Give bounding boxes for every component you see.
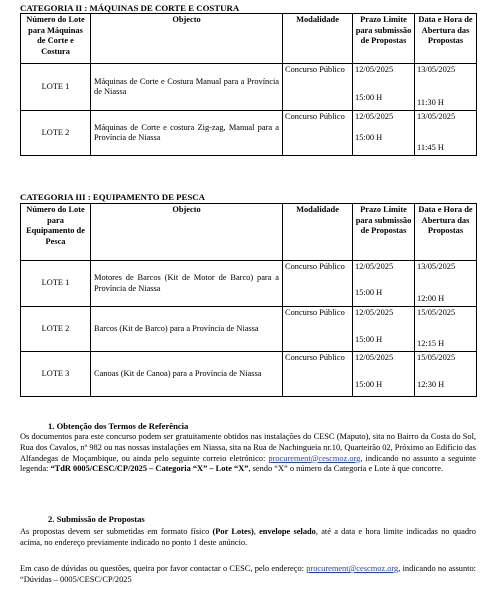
prazo-cell [353,261,415,307]
lote-cell: LOTE 3 [21,352,91,397]
abertura-date: 13/05/2025 [417,112,456,121]
abertura-cell [415,111,477,156]
lote-cell: LOTE 2 [21,111,91,156]
header-abertura: Data e Hora de Abertura das Propostas [415,14,477,64]
section-1-text-2: , indicando no assunto a seguinte legenda: [20,453,476,474]
prazo-date: 12/05/2025 [355,262,394,271]
section-2-paragraph [20,527,476,549]
prazo-time: 15:00 H [355,287,383,297]
prazo-date: 12/05/2025 [355,308,394,317]
section-2-text-3: , até a data e hora limite indicadas no quadro acima, no endereço previamente indicado no ponto 1 deste anúncio. [20,527,476,547]
modalidade-cell: Concurso Público [283,307,353,352]
prazo-time: 15:00 H [355,334,383,344]
header-lote: Número do Lote para Equipamento de Pesca [21,204,91,261]
category-2-table [20,13,477,156]
header-modalidade: Modalidade [283,14,353,64]
objecto-cell: Máquinas de Corte e costura Zig-zag, Manual para a Província de Niassa [91,111,283,156]
table-row [21,352,477,397]
section-1-text-3: , sendo “X” o número da Categoria e Lote à que concorre. [248,464,444,474]
category-2-title: CATEGORIA II : MÁQUINAS DE CORTE E COSTURA [20,3,240,13]
objecto-cell: Máquinas de Corte e Costura Manual para a Província de Niassa [91,64,283,111]
modalidade-cell: Concurso Público [283,261,353,307]
section-2-title: 2. Submissão de Propostas [48,514,145,524]
abertura-date: 15/05/2025 [417,308,456,317]
table-row [21,111,477,156]
header-lote: Número do Lote para Máquinas de Corte e Costura [21,14,91,64]
section-1-title: 1. Obtenção dos Termos de Referência [48,421,189,431]
table-row [21,261,477,307]
header-abertura: Data e Hora de Abertura das Propostas [415,204,477,261]
subject-legend: “TdR 0005/CESC/CP/2025 – Categoria “X” – Lote “X” [50,464,249,474]
objecto-cell: Barcos (Kit de Barco) para a Província de Niassa [91,307,283,352]
prazo-cell [353,111,415,156]
section-2-text-2: , [253,527,260,536]
prazo-cell [353,352,415,397]
table-row [21,64,477,111]
prazo-time: 15:00 H [355,132,383,142]
abertura-cell [415,64,477,111]
prazo-date: 12/05/2025 [355,353,394,362]
section-2-bold-lotes: (Por Lotes) [212,527,254,536]
doubts-paragraph [20,564,476,586]
table-header-row [21,204,477,261]
modalidade-cell: Concurso Público [283,64,353,111]
prazo-date: 12/05/2025 [355,112,394,121]
header-objecto: Objecto [91,204,283,261]
abertura-time: 12:00 H [417,293,445,303]
prazo-time: 15:00 H [355,379,383,389]
abertura-cell [415,307,477,352]
category-3-table [20,203,477,397]
doubts-text: Em caso de dúvidas ou questões, queira por favor contactar o CESC, pelo endereço: [20,564,307,573]
section-2-bold-envelope: envelope selado [259,527,316,536]
header-modalidade: Modalidade [283,204,353,261]
modalidade-cell: Concurso Público [283,111,353,156]
abertura-cell [415,352,477,397]
abertura-time: 12:30 H [417,379,445,389]
header-prazo: Prazo Limite para submissão de Propostas [353,204,415,261]
header-objecto: Objecto [91,14,283,64]
prazo-cell [353,307,415,352]
section-1-text: Os documentos para este concurso podem ser gratuitamente obtidos nas instalações do CESC (Maputo), sita no Bairro da Costa do Sol, Rua dos Cavalos, nº 982 ou nas nossas instalações em Niassa, sita na Rua de Nachingueia nr.10, Quarteirão 02, Próximo ao Edifício das Alfandegas de Moçambique, ou ainda pelo seguinte correio eletrónico: [20,432,476,463]
lote-cell: LOTE 1 [21,64,91,111]
section-1-paragraph [20,432,476,475]
table-header-row [21,14,477,64]
section-2-text: As propostas devem ser submetidas em formato físico [20,527,213,536]
objecto-cell: Motores de Barcos (Kit de Motor de Barco) para a Província de Niassa [91,261,283,307]
abertura-date: 13/05/2025 [417,65,456,74]
prazo-date: 12/05/2025 [355,65,394,74]
lote-cell: LOTE 2 [21,307,91,352]
modalidade-cell: Concurso Público [283,352,353,397]
abertura-cell [415,261,477,307]
abertura-time: 12:15 H [417,338,445,348]
header-prazo: Prazo Limite para submissão de Propostas [353,14,415,64]
table-row [21,307,477,352]
abertura-date: 13/05/2025 [417,262,456,271]
abertura-date: 15/05/2025 [417,353,456,362]
lote-cell: LOTE 1 [21,261,91,307]
email-link[interactable]: procurement@cescmoz.org [268,453,361,463]
abertura-time: 11:45 H [417,142,444,152]
prazo-cell [353,64,415,111]
doubts-email-link[interactable]: procurement@cescmoz.org [306,564,399,573]
abertura-time: 11:30 H [417,97,444,107]
category-3-title: CATEGORIA III : EQUIPAMENTO DE PESCA [20,192,206,202]
doubts-text-2: , indicando no assunto: “Dúvidas – 0005/CESC/CP/2025 [20,564,476,584]
objecto-cell: Canoas (Kit de Canoa) para a Província de Niassa [91,352,283,397]
prazo-time: 15:00 H [355,92,383,102]
